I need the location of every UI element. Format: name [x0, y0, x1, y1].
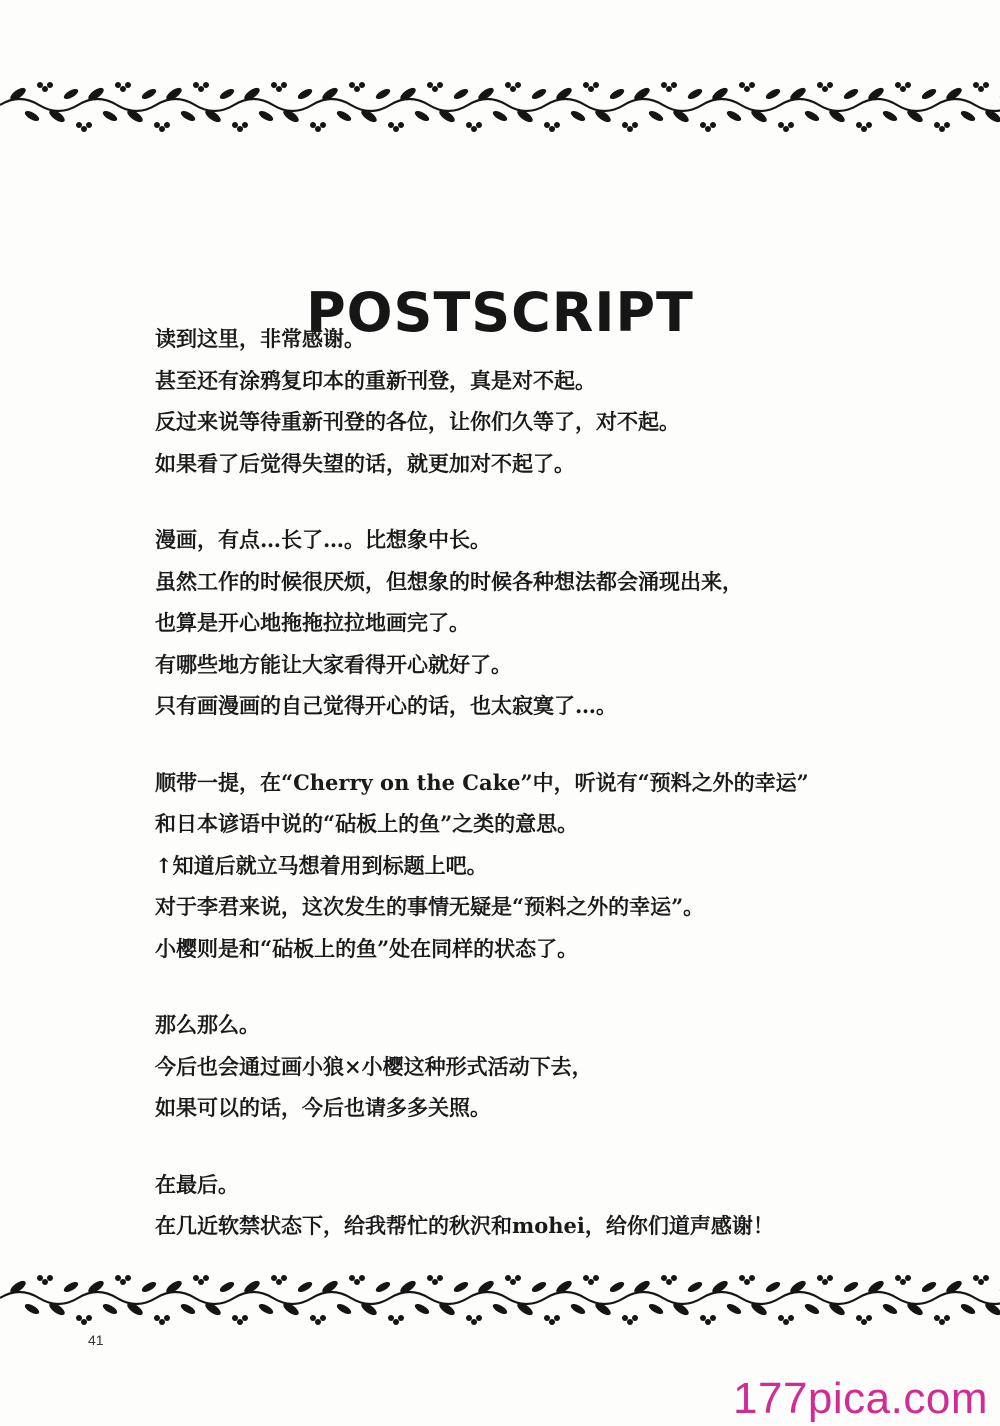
page-number: 41 — [88, 1332, 104, 1348]
text-line: 今后也会通过画小狼×小樱这种形式活动下去， — [155, 1053, 593, 1079]
text-line: 如果看了后觉得失望的话，就更加对不起了。 — [155, 450, 575, 476]
text-line: 小樱则是和“砧板上的鱼”处在同样的状态了。 — [155, 935, 579, 961]
text-line: 反过来说等待重新刊登的各位，让你们久等了，对不起。 — [155, 409, 680, 434]
postscript-body — [155, 318, 915, 1282]
text-line: 读到这里，非常感谢。 — [155, 326, 365, 351]
text-line: ↑知道后就立马想着用到标题上吧。 — [155, 852, 488, 878]
text-line: 对于李君来说，这次发生的事情无疑是“预料之外的幸运”。 — [155, 894, 705, 919]
text-line: 有哪些地方能让大家看得开心就好了。 — [155, 651, 512, 677]
text-line: 如果可以的话，今后也请多多关照。 — [155, 1095, 491, 1120]
paragraph-5 — [155, 1164, 915, 1247]
text-line: 在几近软禁状态下，给我帮忙的秋沢和mohei，给你们道声感谢！ — [155, 1213, 774, 1238]
text-line: 那么那么。 — [155, 1012, 260, 1037]
text-line: 只有画漫画的自己觉得开心的话，也太寂寞了…。 — [155, 693, 617, 718]
text-line: 也算是开心地拖拖拉拉地画完了。 — [155, 610, 470, 635]
text-line: 顺带一提，在“Cherry on the Cake”中，听说有“预料之外的幸运” — [155, 769, 809, 795]
paragraph-3 — [155, 762, 915, 970]
text-line: 漫画，有点…长了…。比想象中长。 — [155, 527, 491, 552]
top-vine-border-icon — [0, 75, 1000, 135]
bottom-vine-border-icon — [0, 1268, 1000, 1328]
paragraph-1 — [155, 318, 915, 484]
text-line: 在最后。 — [155, 1171, 239, 1197]
paragraph-2 — [155, 519, 915, 727]
paragraph-4 — [155, 1004, 915, 1129]
text-line: 甚至还有涂鸦复印本的重新刊登，真是对不起。 — [155, 367, 596, 393]
watermark-link[interactable]: 177pica.com — [733, 1374, 988, 1423]
text-line: 和日本谚语中说的“砧板上的鱼”之类的意思。 — [155, 811, 579, 836]
text-line: 虽然工作的时候很厌烦，但想象的时候各种想法都会涌现出来， — [155, 568, 743, 594]
page-title: POSTSCRIPT — [306, 281, 694, 345]
